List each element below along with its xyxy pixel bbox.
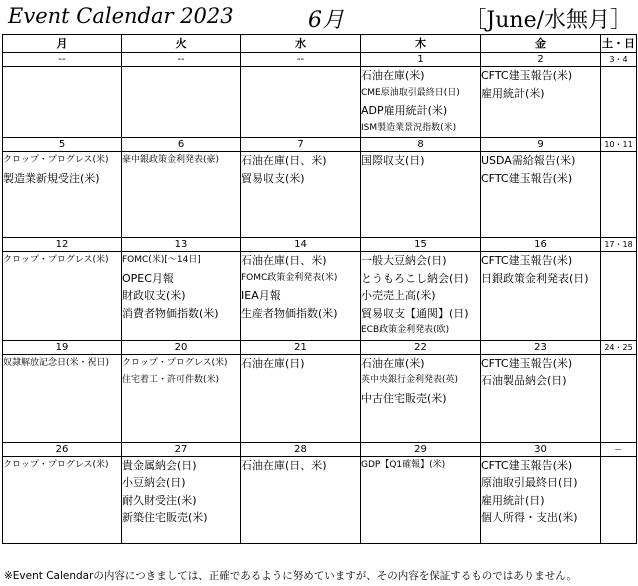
event-item: 耐久財受注(米) <box>122 493 197 507</box>
weekday-wed: 水 <box>241 35 361 53</box>
day-number: 19 <box>3 340 122 354</box>
day-number: 21 <box>241 340 361 354</box>
event-item: 一般大豆納会(日) <box>361 254 447 267</box>
event-item: ADP雇用統計(米) <box>361 104 448 117</box>
event-item: 小売売上高(米) <box>361 289 436 302</box>
weekday-fri: 金 <box>481 35 601 53</box>
weekend-dates: ー <box>601 442 637 456</box>
event-item: FOMC政策金利発表(米) <box>241 272 338 283</box>
week-date-row <box>3 138 637 152</box>
weekday-weekend: 土・日 <box>601 35 637 53</box>
event-item: クロップ・プログレス(米) <box>3 155 109 165</box>
weekend-cell <box>601 252 637 341</box>
day-number: 23 <box>481 340 601 354</box>
event-item: 石油在庫(日) <box>241 356 305 370</box>
event-item: 製造業新規受注(米) <box>3 171 100 185</box>
event-item: 原油取引最終日(日) <box>481 476 578 489</box>
event-item: 石油在庫(米) <box>361 356 425 370</box>
event-item: IEA月報 <box>241 289 281 302</box>
day-number: 22 <box>361 340 481 354</box>
weekday-mon: 月 <box>3 35 122 53</box>
day-events <box>481 252 601 341</box>
event-item: CFTC建玉報告(米) <box>481 356 573 370</box>
event-item: ECB政策金利発表(欧) <box>361 325 450 335</box>
day-events <box>361 456 481 543</box>
week-date-row <box>3 238 637 252</box>
day-events <box>122 67 241 138</box>
day-events <box>3 354 122 442</box>
event-item: 新築住宅販売(米) <box>122 511 208 524</box>
day-number: -- <box>122 53 241 67</box>
weekend-cell <box>601 67 637 138</box>
week-events-row <box>3 354 637 442</box>
day-events <box>122 252 241 341</box>
event-item: 貴金属納会(日) <box>122 458 197 472</box>
day-events <box>361 152 481 238</box>
day-number: 13 <box>122 238 241 252</box>
week-events-row <box>3 67 637 138</box>
event-item: 雇用統計(日) <box>481 493 545 507</box>
event-item: 小豆納会(日) <box>122 476 186 489</box>
calendar-body <box>3 53 637 544</box>
day-number: -- <box>241 53 361 67</box>
event-item: USDA需給報告(米) <box>481 154 576 167</box>
weekend-dates: 24・25 <box>601 340 637 354</box>
event-item: 貿易収支(米) <box>241 171 305 185</box>
day-number: 27 <box>122 442 241 456</box>
event-item: 石油在庫(日、米) <box>241 154 327 167</box>
event-item: GDP【Q1確報】(米) <box>361 459 446 470</box>
week-date-row <box>3 340 637 354</box>
day-events <box>481 354 601 442</box>
day-number: 14 <box>241 238 361 252</box>
day-events <box>361 67 481 138</box>
week-events-row <box>3 456 637 543</box>
event-item: CME原油取引最終日(日) <box>361 87 460 98</box>
day-events <box>241 152 361 238</box>
day-events <box>241 456 361 543</box>
event-item: CFTC建玉報告(米) <box>481 254 573 267</box>
event-item: 国際収支(日) <box>361 154 425 167</box>
day-events <box>241 354 361 442</box>
weekend-dates: 10・11 <box>601 138 637 152</box>
weekday-tue: 火 <box>122 35 241 53</box>
day-events <box>3 252 122 341</box>
day-number: 28 <box>241 442 361 456</box>
month-title: 6月 <box>308 8 344 33</box>
day-number: 15 <box>361 238 481 252</box>
week-events-row <box>3 252 637 341</box>
week-date-row <box>3 53 637 67</box>
day-number: 7 <box>241 138 361 152</box>
event-item: 消費者物価指数(米) <box>122 306 219 320</box>
weekend-dates: 3・4 <box>601 53 637 67</box>
event-item: 生産者物価指数(米) <box>241 306 338 320</box>
day-number: -- <box>3 53 122 67</box>
event-item: FOMC(米)[～14日] <box>122 255 201 265</box>
event-item: OPEC月報 <box>122 271 174 285</box>
day-events <box>3 67 122 138</box>
day-events <box>361 354 481 442</box>
day-number: 30 <box>481 442 601 456</box>
disclaimer-footer: ※Event Calendarの内容につきましては、正確であるように努めていますが、その内容を保証するものではありません。 <box>4 570 577 582</box>
day-number: 16 <box>481 238 601 252</box>
day-events <box>361 252 481 341</box>
event-item: クロップ・プログレス(米) <box>3 255 109 265</box>
day-events <box>481 152 601 238</box>
event-item: 奴隷解放記念日(米・祝日) <box>3 357 110 368</box>
event-item: クロップ・プログレス(米) <box>3 459 109 470</box>
event-item: 石油在庫(日、米) <box>241 254 327 267</box>
day-events <box>241 252 361 341</box>
event-item: 貿易収支【通関】(日) <box>361 306 469 320</box>
weekend-cell <box>601 354 637 442</box>
day-events <box>481 456 601 543</box>
day-events <box>3 152 122 238</box>
event-item: 個人所得・支出(米) <box>481 511 578 524</box>
event-item: 中古住宅販売(米) <box>361 391 447 405</box>
weekday-header-row <box>3 35 637 53</box>
weekend-cell <box>601 456 637 543</box>
event-calendar-grid <box>2 34 637 544</box>
event-item: クロップ・プログレス(米) <box>122 357 228 368</box>
day-events <box>122 456 241 543</box>
calendar-title: Event Calendar 2023 <box>8 4 234 28</box>
day-number: 1 <box>361 53 481 67</box>
weekday-thu: 木 <box>361 35 481 53</box>
day-events <box>3 456 122 543</box>
day-number: 29 <box>361 442 481 456</box>
week-events-row <box>3 152 637 238</box>
week-date-row <box>3 442 637 456</box>
event-item: 住宅着工・許可件数(米) <box>122 375 220 385</box>
day-number: 26 <box>3 442 122 456</box>
event-item: 石油製品納会(日) <box>481 374 567 387</box>
event-item: CFTC建玉報告(米) <box>481 171 573 185</box>
day-events <box>122 354 241 442</box>
day-events <box>481 67 601 138</box>
day-number: 2 <box>481 53 601 67</box>
event-item: CFTC建玉報告(米) <box>481 69 573 82</box>
day-number: 8 <box>361 138 481 152</box>
day-number: 5 <box>3 138 122 152</box>
weekend-dates: 17・18 <box>601 238 637 252</box>
day-number: 12 <box>3 238 122 252</box>
event-item: CFTC建玉報告(米) <box>481 458 573 472</box>
month-label: ［June/水無月］ <box>464 8 632 33</box>
event-item: 財政収支(米) <box>122 289 186 302</box>
day-events <box>122 152 241 238</box>
event-item: 豪中銀政策金利発表(豪) <box>122 155 220 165</box>
event-item: 雇用統計(米) <box>481 86 545 100</box>
event-item: 日銀政策金利発表(日) <box>481 271 589 285</box>
event-item: とうもろこし納会(日) <box>361 271 469 285</box>
event-item: ISM製造業景況指数(米) <box>361 122 457 133</box>
day-events <box>241 67 361 138</box>
event-item: 石油在庫(米) <box>361 69 425 82</box>
day-number: 6 <box>122 138 241 152</box>
calendar-header <box>0 0 638 34</box>
event-item: 石油在庫(日、米) <box>241 458 327 472</box>
day-number: 9 <box>481 138 601 152</box>
weekend-cell <box>601 152 637 238</box>
day-number: 20 <box>122 340 241 354</box>
event-item: 英中央銀行金利発表(英) <box>361 375 459 385</box>
